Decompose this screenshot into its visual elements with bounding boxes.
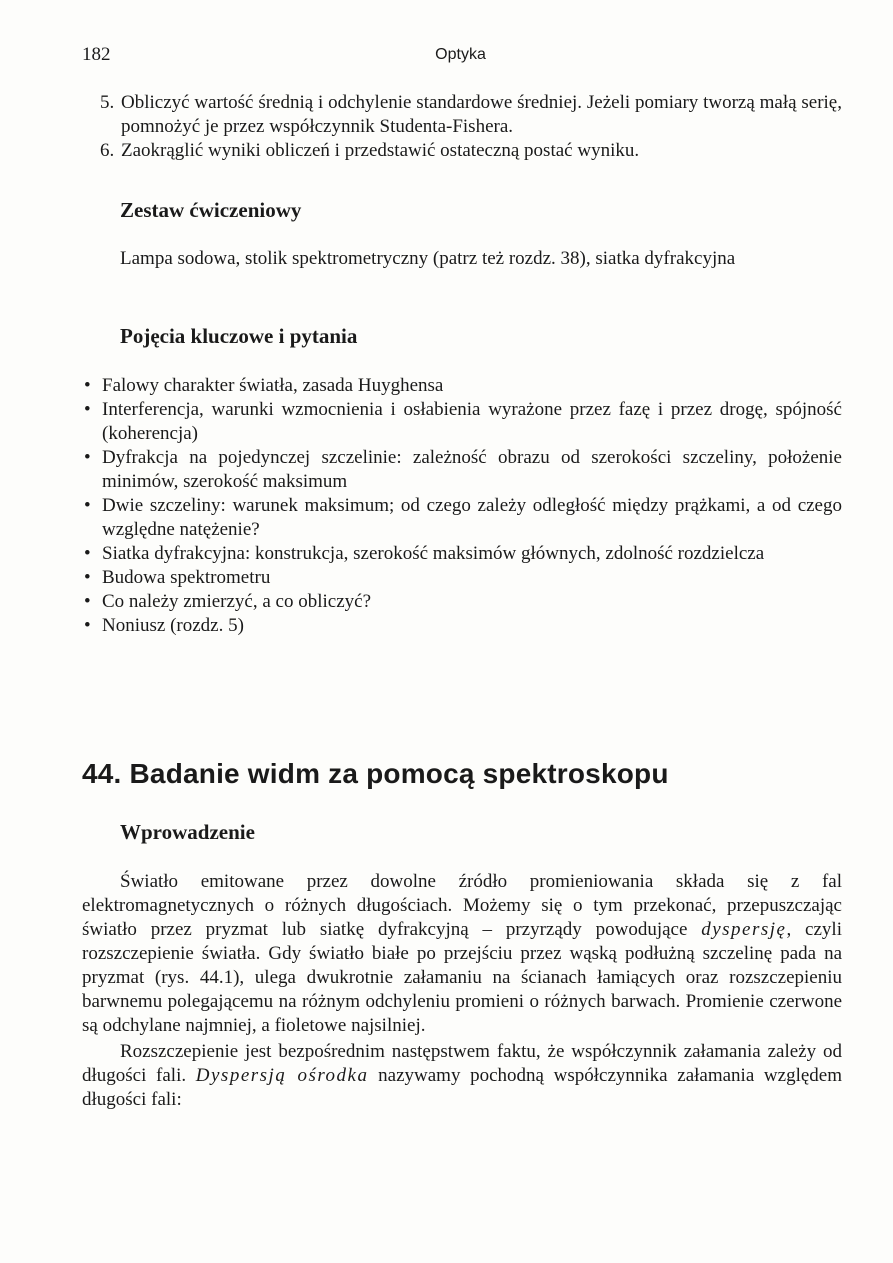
procedure-step (100, 91, 842, 139)
step-number: 6. (100, 140, 115, 161)
equipment-heading: Zestaw ćwiczeniowy (120, 198, 302, 222)
key-concepts-heading: Pojęcia kluczowe i pytania (120, 324, 358, 348)
list-item-text: Noniusz (rozdz. 5) (102, 615, 244, 636)
bullet-icon: • (84, 543, 91, 564)
list-item (82, 494, 842, 542)
list-item (82, 566, 842, 590)
list-item (82, 446, 842, 494)
paragraph (82, 1040, 842, 1112)
list-item (82, 398, 842, 446)
bullet-icon: • (84, 591, 91, 612)
paragraph (82, 870, 842, 1038)
key-concepts-list (82, 374, 842, 638)
bullet-icon: • (84, 615, 91, 636)
procedure-step (100, 139, 842, 163)
paragraph-text: Rozszczepienie jest bezpośrednim następstwem faktu, że współczynnik załamania zależy od długości fali. (82, 1041, 842, 1086)
bullet-icon: • (84, 567, 91, 588)
paragraph-text: , czyli rozszczepienie światła. Gdy światło białe po przejściu przez wąską podłużną szczelinę pada na pryzmat (rys. 44.1), ulega dwukrotnie załamaniu na ścianach łamiących oraz rozszczepieniu barwnemu polegającemu na różnym odchyleniu promieni o różnych barwach. Promienie czerwone są odchylane najmniej, a fioletowe najsilniej. (82, 919, 842, 1036)
list-item-text: Falowy charakter światła, zasada Huyghensa (102, 375, 444, 396)
list-item (82, 590, 842, 614)
list-item-text: Budowa spektrometru (102, 567, 271, 588)
step-text: Zaokrąglić wyniki obliczeń i przedstawić ostateczną postać wyniku. (121, 140, 640, 161)
procedure-steps (100, 91, 842, 163)
chapter-title: 44. Badanie widm za pomocą spektroskopu (82, 758, 669, 789)
running-title: Optyka (435, 46, 486, 63)
paragraph-text: nazywamy pochodną współczynnika załamania względem długości fali: (82, 1065, 842, 1110)
step-text: Obliczyć wartość średnią i odchylenie standardowe średniej. Jeżeli pomiary tworzą małą serię, pomnożyć je przez współczynnik Studenta-Fishera. (121, 92, 842, 137)
introduction-heading: Wprowadzenie (120, 820, 255, 844)
bullet-icon: • (84, 399, 91, 420)
page-header (82, 44, 839, 70)
list-item-text: Co należy zmierzyć, a co obliczyć? (102, 591, 372, 612)
list-item-text: Dwie szczeliny: warunek maksimum; od czego zależy odległość między prążkami, a od czego względne natężenie? (102, 495, 842, 540)
list-item (82, 374, 842, 398)
paragraph-text: Światło emitowane przez dowolne źródło promieniowania składa się z fal elektromagnetycznych o różnych długościach. Możemy się o tym przekonać, przepuszczając światło przez pryzmat lub siatkę dyfrakcyjną – przyrządy powodujące (82, 871, 842, 940)
bullet-icon: • (84, 495, 91, 516)
step-number: 5. (100, 92, 115, 113)
equipment-paragraph: Lampa sodowa, stolik spektrometryczny (patrz też rozdz. 38), siatka dyfrakcyjna (120, 248, 736, 269)
list-item-text: Siatka dyfrakcyjna: konstrukcja, szerokość maksimów głównych, zdolność rozdzielcza (102, 543, 765, 564)
bullet-icon: • (84, 447, 91, 468)
bullet-icon: • (84, 375, 91, 396)
page-number: 182 (82, 44, 111, 65)
list-item (82, 614, 842, 638)
introduction-text (82, 870, 842, 1112)
list-item (82, 542, 842, 566)
list-item-text: Interferencja, warunki wzmocnienia i osłabienia wyrażone przez fazę i przez drogę, spójność (koherencja) (102, 399, 842, 444)
emphasized-term: dyspersję (701, 919, 787, 940)
list-item-text: Dyfrakcja na pojedynczej szczelinie: zależność obrazu od szerokości szczeliny, położenie minimów, szerokość maksimum (102, 447, 842, 492)
emphasized-term: Dyspersją ośrodka (195, 1065, 369, 1086)
